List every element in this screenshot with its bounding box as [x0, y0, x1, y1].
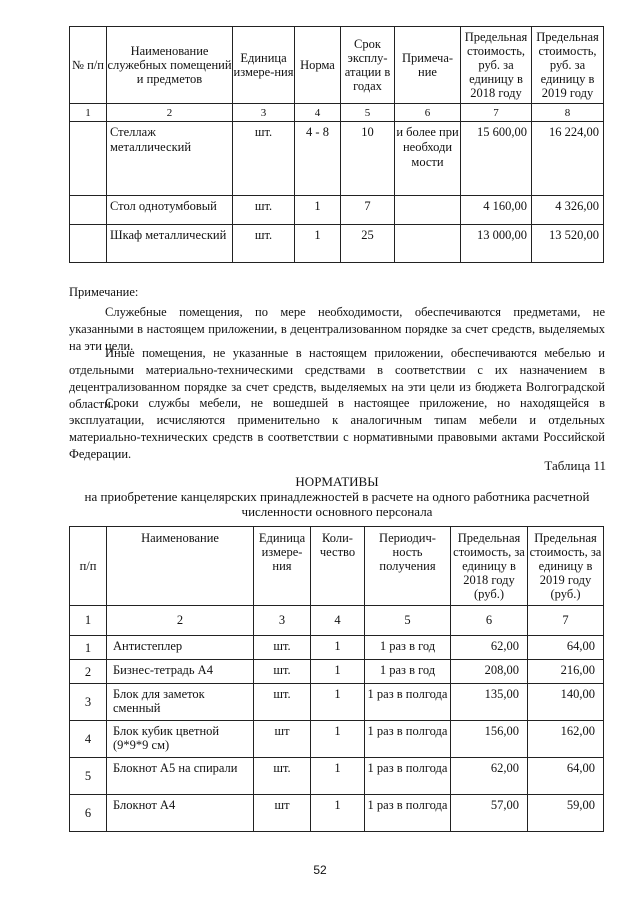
column-number: 6 [451, 606, 528, 636]
column-number: 4 [311, 606, 365, 636]
table-row [70, 636, 604, 660]
item-name: Стол однотумбовый [107, 196, 233, 225]
item-name: Блокнот А5 на спирали [107, 758, 254, 795]
table-title: НОРМАТИВЫ [295, 474, 379, 489]
header-cell: Норма [295, 27, 341, 104]
item-period: 1 раз в полгода [365, 795, 451, 832]
header-cell: Единица измере-ния [254, 527, 311, 606]
table-row [70, 721, 604, 758]
header-cell: Срок эксплу-атации в годах [341, 27, 395, 104]
column-number-row [70, 606, 604, 636]
table-header-row [70, 527, 604, 606]
item-term: 25 [341, 225, 395, 263]
note-paragraph: Служебные помещения, по мере необходимости, обеспечиваются предметами, не указанными в настоящем приложении, в децентрализованном порядке за счет средств, выделяемых на эти цели. [69, 305, 605, 353]
note-paragraph: Иные помещения, не указанные в настоящем приложении, обеспечиваются мебелью и отдельными материально-техническими средствами в соответствии с их назначением в децентрализованном порядке за счет средств, выделяемых на эти цели из бюджета Волгоградской области. [69, 346, 605, 411]
item-period: 1 раз в год [365, 636, 451, 660]
row-number [70, 225, 107, 263]
header-cell: Наименование [107, 527, 254, 606]
item-price-2019: 140,00 [528, 684, 604, 721]
header-cell: Коли-чество [311, 527, 365, 606]
item-note [395, 196, 461, 225]
item-unit: шт. [254, 636, 311, 660]
row-number: 4 [70, 721, 107, 758]
header-cell: Наименование служебных помещений и предметов [107, 27, 233, 104]
header-cell: Периодич-ность получения [365, 527, 451, 606]
stationery-norms-table [69, 526, 604, 832]
item-unit: шт. [233, 122, 295, 196]
header-cell: Примеча-ние [395, 27, 461, 104]
row-number: 6 [70, 795, 107, 832]
item-price-2019: 16 224,00 [532, 122, 604, 196]
table-subtitle: на приобретение канцелярских принадлежностей в расчете на одного работника расчетной численности основного персонала [84, 489, 590, 519]
column-number: 8 [532, 104, 604, 122]
furniture-norms-table [69, 26, 604, 263]
item-price-2019: 64,00 [528, 758, 604, 795]
item-name: Блок для заметок сменный [107, 684, 254, 721]
item-quantity: 1 [311, 758, 365, 795]
item-price-2018: 208,00 [451, 660, 528, 684]
item-name: Шкаф металлический [107, 225, 233, 263]
column-number: 1 [70, 104, 107, 122]
table-row [70, 122, 604, 196]
row-number: 1 [70, 636, 107, 660]
header-cell: Предельная стоимость, за единицу в 2019 году (руб.) [528, 527, 604, 606]
item-unit: шт [254, 721, 311, 758]
table-row [70, 196, 604, 225]
item-period: 1 раз в год [365, 660, 451, 684]
item-price-2018: 156,00 [451, 721, 528, 758]
item-term: 10 [341, 122, 395, 196]
table-row [70, 225, 604, 263]
table-row [70, 795, 604, 832]
item-price-2019: 59,00 [528, 795, 604, 832]
item-name: Бизнес-тетрадь А4 [107, 660, 254, 684]
item-price-2019: 216,00 [528, 660, 604, 684]
column-number: 5 [365, 606, 451, 636]
header-cell: п/п [70, 527, 107, 606]
table-row [70, 684, 604, 721]
note-paragraph: Сроки службы мебели, не вошедшей в настоящее приложение, но находящейся в эксплуатации, исчисляются применительно к аналогичным типам мебели и отдельных материально-технических средств в соответствии с нормативными правовыми актами Российской Федерации. [69, 396, 605, 461]
item-quantity: 1 [311, 684, 365, 721]
item-name: Блокнот А4 [107, 795, 254, 832]
item-price-2019: 4 326,00 [532, 196, 604, 225]
item-unit: шт. [254, 758, 311, 795]
table-title-block [69, 474, 605, 519]
column-number: 6 [395, 104, 461, 122]
item-unit: шт. [233, 225, 295, 263]
header-cell: Предельная стоимость, руб. за единицу в 2018 году [461, 27, 532, 104]
item-price-2018: 62,00 [451, 758, 528, 795]
item-note: и более при необходи мости [395, 122, 461, 196]
item-price-2018: 57,00 [451, 795, 528, 832]
header-cell: Предельная стоимость, за единицу в 2018 году (руб.) [451, 527, 528, 606]
header-cell: Предельная стоимость, руб. за единицу в 2019 году [532, 27, 604, 104]
item-price-2018: 135,00 [451, 684, 528, 721]
row-number: 5 [70, 758, 107, 795]
item-unit: шт. [233, 196, 295, 225]
table-label: Таблица 11 [544, 458, 606, 473]
item-price-2018: 62,00 [451, 636, 528, 660]
column-number: 5 [341, 104, 395, 122]
item-quantity: 1 [311, 795, 365, 832]
table-row [70, 660, 604, 684]
item-quantity: 1 [311, 636, 365, 660]
item-price-2019: 13 520,00 [532, 225, 604, 263]
table-row [70, 758, 604, 795]
page-number: 52 [313, 863, 327, 877]
column-number: 7 [528, 606, 604, 636]
note-heading: Примечание: [69, 285, 139, 299]
column-number: 2 [107, 104, 233, 122]
row-number [70, 122, 107, 196]
item-norm: 1 [295, 196, 341, 225]
item-norm: 4 - 8 [295, 122, 341, 196]
header-cell: Единица измере-ния [233, 27, 295, 104]
item-unit: шт [254, 795, 311, 832]
item-quantity: 1 [311, 721, 365, 758]
column-number: 3 [254, 606, 311, 636]
item-price-2019: 64,00 [528, 636, 604, 660]
item-term: 7 [341, 196, 395, 225]
item-name: Стеллаж металлический [107, 122, 233, 196]
item-norm: 1 [295, 225, 341, 263]
row-number [70, 196, 107, 225]
item-price-2018: 15 600,00 [461, 122, 532, 196]
item-name: Блок кубик цветной (9*9*9 см) [107, 721, 254, 758]
item-unit: шт. [254, 684, 311, 721]
row-number: 2 [70, 660, 107, 684]
header-cell: № п/п [70, 27, 107, 104]
row-number: 3 [70, 684, 107, 721]
item-period: 1 раз в полгода [365, 758, 451, 795]
column-number: 1 [70, 606, 107, 636]
column-number: 3 [233, 104, 295, 122]
item-unit: шт. [254, 660, 311, 684]
item-name: Антистеплер [107, 636, 254, 660]
item-quantity: 1 [311, 660, 365, 684]
item-period: 1 раз в полгода [365, 721, 451, 758]
item-note [395, 225, 461, 263]
item-price-2018: 4 160,00 [461, 196, 532, 225]
column-number-row [70, 104, 604, 122]
column-number: 7 [461, 104, 532, 122]
table-header-row [70, 27, 604, 104]
column-number: 2 [107, 606, 254, 636]
column-number: 4 [295, 104, 341, 122]
item-period: 1 раз в полгода [365, 684, 451, 721]
item-price-2019: 162,00 [528, 721, 604, 758]
item-price-2018: 13 000,00 [461, 225, 532, 263]
